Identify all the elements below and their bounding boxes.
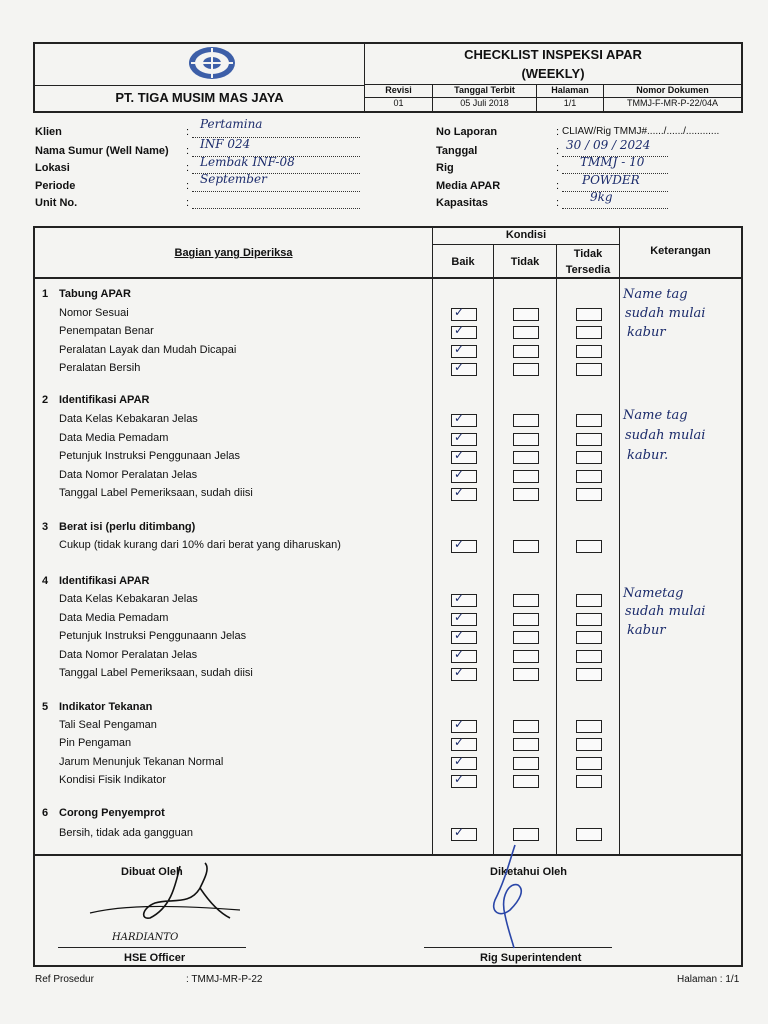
checkbox-tidak[interactable]	[513, 757, 539, 770]
note-line: Name tag	[623, 408, 688, 423]
checkbox-tidak-tersedia[interactable]	[576, 594, 602, 607]
check-item-label: Petunjuk Instruksi Penggunaann Jelas	[59, 630, 247, 642]
checkbox-tidak[interactable]	[513, 326, 539, 339]
col-header-tidak-tersedia-2: Tersedia	[565, 264, 611, 276]
checkbox-tidak-tersedia[interactable]	[576, 631, 602, 644]
check-mark-icon: ✓	[454, 430, 465, 444]
footer-page: Halaman : 1/1	[677, 974, 740, 985]
section-number: 5	[42, 701, 49, 713]
printed-no-laporan: CLIAW/Rig TMMJ#....../....../............	[562, 126, 720, 137]
checkbox-baik[interactable]	[451, 754, 477, 770]
col-header-baik: Baik	[451, 256, 475, 268]
check-mark-icon: ✓	[454, 735, 465, 749]
value-kapasitas: 9kg	[590, 190, 613, 204]
section-title: Identifikasi APAR	[59, 394, 150, 406]
checkbox-tidak[interactable]	[513, 720, 539, 733]
checkbox-baik[interactable]	[451, 647, 477, 663]
checkbox-tidak[interactable]	[513, 738, 539, 751]
checkbox-baik[interactable]	[451, 628, 477, 644]
label-tanggal: Tanggal	[436, 145, 478, 157]
checkbox-baik[interactable]	[451, 305, 477, 321]
check-mark-icon: ✓	[454, 448, 465, 462]
note-line: sudah mulai	[625, 604, 706, 619]
meta-value-halaman: 1/1	[563, 98, 577, 108]
footer-ref-label: Ref Prosedur	[35, 974, 94, 985]
check-item-label: Tanggal Label Pemeriksaan, sudah diisi	[59, 667, 253, 679]
note-line: kabur	[627, 325, 666, 340]
check-mark-icon: ✓	[454, 411, 465, 425]
check-item-label: Kondisi Fisik Indikator	[59, 774, 166, 786]
check-mark-icon: ✓	[454, 360, 465, 374]
label-klien: Klien	[35, 126, 62, 138]
check-mark-icon: ✓	[454, 665, 465, 679]
meta-value-revisi: 01	[393, 98, 404, 108]
check-mark-icon: ✓	[454, 591, 465, 605]
checkbox-baik[interactable]	[451, 430, 477, 446]
section-number: 3	[42, 521, 49, 533]
checkbox-tidak[interactable]	[513, 308, 539, 321]
value-periode: September	[200, 172, 267, 186]
label-unit-no: Unit No.	[35, 197, 78, 209]
checkbox-tidak[interactable]	[513, 433, 539, 446]
checkbox-baik[interactable]	[451, 360, 477, 376]
footer-ref-value: : TMMJ-MR-P-22	[186, 974, 263, 985]
form-title: CHECKLIST INSPEKSI APAR	[464, 47, 642, 62]
checkbox-baik[interactable]	[451, 411, 477, 427]
company-logo	[187, 45, 237, 81]
label-media-apar: Media APAR	[436, 180, 501, 192]
checkbox-tidak[interactable]	[513, 540, 539, 553]
checkbox-tidak-tersedia[interactable]	[576, 433, 602, 446]
check-item-label: Pin Pengaman	[59, 737, 132, 749]
meta-label-revisi: Revisi	[385, 85, 412, 95]
section-number: 4	[42, 575, 49, 587]
checkbox-tidak-tersedia[interactable]	[576, 326, 602, 339]
check-item-label: Data Kelas Kebakaran Jelas	[59, 413, 198, 425]
checkbox-tidak-tersedia[interactable]	[576, 540, 602, 553]
col-header-bagian: Bagian yang Diperiksa	[174, 247, 293, 259]
check-item-label: Data Kelas Kebakaran Jelas	[59, 593, 198, 605]
checkbox-tidak-tersedia[interactable]	[576, 308, 602, 321]
checkbox-tidak-tersedia[interactable]	[576, 414, 602, 427]
check-item-label: Tali Seal Pengaman	[59, 719, 157, 731]
check-item-label: Data Nomor Peralatan Jelas	[59, 469, 198, 481]
checkbox-tidak[interactable]	[513, 470, 539, 483]
section-number: 6	[42, 807, 49, 819]
section-title: Berat isi (perlu ditimbang)	[59, 521, 196, 533]
label-dibuat-oleh: Dibuat Oleh	[121, 866, 183, 878]
checkbox-tidak-tersedia[interactable]	[576, 757, 602, 770]
label-rig: Rig	[436, 162, 454, 174]
check-item-label: Bersih, tidak ada gangguan	[59, 827, 193, 839]
checkbox-tidak-tersedia[interactable]	[576, 363, 602, 376]
checkbox-baik[interactable]	[451, 735, 477, 751]
check-mark-icon: ✓	[454, 467, 465, 481]
check-mark-icon: ✓	[454, 342, 465, 356]
value-tanggal: 30 / 09 / 2024	[566, 138, 651, 152]
checkbox-tidak-tersedia[interactable]	[576, 488, 602, 501]
section-number: 2	[42, 394, 49, 406]
meta-label-halaman: Halaman	[551, 85, 589, 95]
check-item-label: Data Media Pemadam	[59, 432, 169, 444]
section-title: Tabung APAR	[59, 288, 131, 300]
checkbox-tidak[interactable]	[513, 650, 539, 663]
check-item-label: Cukup (tidak kurang dari 10% dari berat yang diharuskan)	[59, 539, 341, 551]
check-mark-icon: ✓	[454, 628, 465, 642]
form-subtitle: (WEEKLY)	[521, 66, 585, 81]
value-nama-sumur: INF 024	[200, 137, 251, 151]
label-periode: Periode	[35, 180, 76, 192]
label-no-laporan: No Laporan	[436, 126, 498, 138]
check-mark-icon: ✓	[454, 717, 465, 731]
checkbox-baik[interactable]	[451, 467, 477, 483]
checkbox-tidak-tersedia[interactable]	[576, 775, 602, 788]
checkbox-tidak-tersedia[interactable]	[576, 470, 602, 483]
section-title: Corong Penyemprot	[59, 807, 165, 819]
label-kapasitas: Kapasitas	[436, 197, 488, 209]
label-nama-sumur: Nama Sumur (Well Name)	[35, 145, 169, 157]
checkbox-tidak[interactable]	[513, 363, 539, 376]
section-title: Indikator Tekanan	[59, 701, 153, 713]
note-line: kabur	[627, 623, 666, 638]
col-header-tidak: Tidak	[510, 256, 540, 268]
check-mark-icon: ✓	[454, 754, 465, 768]
col-header-tidak-tersedia-1: Tidak	[573, 248, 603, 260]
check-item-label: Data Media Pemadam	[59, 612, 169, 624]
meta-value-nomor: TMMJ-F-MR-P-22/04A	[626, 98, 718, 108]
checkbox-baik[interactable]	[451, 448, 477, 464]
check-mark-icon: ✓	[454, 537, 465, 551]
value-lokasi: Lembak INF-08	[200, 155, 295, 169]
checkbox-baik[interactable]	[451, 591, 477, 607]
checkbox-tidak-tersedia[interactable]	[576, 613, 602, 626]
checkbox-tidak[interactable]	[513, 594, 539, 607]
checkbox-baik[interactable]	[451, 825, 477, 841]
checkbox-tidak[interactable]	[513, 613, 539, 626]
check-item-label: Petunjuk Instruksi Penggunaan Jelas	[59, 450, 241, 462]
label-diketahui-oleh: Diketahui Oleh	[490, 866, 568, 878]
check-mark-icon: ✓	[454, 825, 465, 839]
checkbox-tidak-tersedia[interactable]	[576, 345, 602, 358]
checkbox-baik[interactable]	[451, 772, 477, 788]
check-item-label: Jarum Menunjuk Tekanan Normal	[59, 756, 224, 768]
meta-label-nomor: Nomor Dokumen	[636, 85, 709, 95]
meta-label-tanggal: Tanggal Terbit	[454, 85, 515, 95]
check-mark-icon: ✓	[454, 772, 465, 786]
checkbox-baik[interactable]	[451, 342, 477, 358]
note-line: kabur.	[627, 448, 669, 463]
check-mark-icon: ✓	[454, 485, 465, 499]
note-line: Nametag	[623, 586, 684, 601]
checkbox-tidak[interactable]	[513, 414, 539, 427]
hse-officer-label: HSE Officer	[124, 952, 186, 964]
col-header-kondisi: Kondisi	[505, 229, 547, 241]
checkbox-tidak[interactable]	[513, 775, 539, 788]
checkbox-baik[interactable]	[451, 665, 477, 681]
hse-name: HARDIANTO	[112, 932, 179, 943]
check-item-label: Nomor Sesuai	[59, 307, 129, 319]
checkbox-tidak[interactable]	[513, 451, 539, 464]
checkbox-tidak[interactable]	[513, 345, 539, 358]
checkbox-baik[interactable]	[451, 610, 477, 626]
checkbox-tidak-tersedia[interactable]	[576, 828, 602, 841]
checkbox-baik[interactable]	[451, 485, 477, 501]
checkbox-baik[interactable]	[451, 323, 477, 339]
meta-value-tanggal: 05 Juli 2018	[460, 98, 509, 108]
note-line: sudah mulai	[625, 306, 706, 321]
checkbox-baik[interactable]	[451, 717, 477, 733]
checkbox-baik[interactable]	[451, 537, 477, 553]
checkbox-tidak[interactable]	[513, 488, 539, 501]
check-mark-icon: ✓	[454, 647, 465, 661]
check-mark-icon: ✓	[454, 323, 465, 337]
label-lokasi: Lokasi	[35, 162, 70, 174]
section-title: Identifikasi APAR	[59, 575, 150, 587]
check-mark-icon: ✓	[454, 610, 465, 624]
checkbox-tidak-tersedia[interactable]	[576, 720, 602, 733]
note-line: Name tag	[623, 287, 688, 302]
value-klien: Pertamina	[200, 117, 263, 131]
check-item-label: Tanggal Label Pemeriksaan, sudah diisi	[59, 487, 253, 499]
rig-signature	[480, 840, 540, 950]
col-header-keterangan: Keterangan	[650, 245, 711, 257]
value-media-apar: POWDER	[582, 173, 640, 187]
check-item-label: Data Nomor Peralatan Jelas	[59, 649, 198, 661]
checkbox-tidak-tersedia[interactable]	[576, 650, 602, 663]
section-number: 1	[42, 288, 49, 300]
rig-superintendent-label: Rig Superintendent	[480, 952, 582, 964]
checkbox-tidak[interactable]	[513, 668, 539, 681]
check-mark-icon: ✓	[454, 305, 465, 319]
hse-signature	[80, 858, 250, 938]
value-rig: TMMJ - 10	[580, 155, 645, 169]
checkbox-tidak-tersedia[interactable]	[576, 668, 602, 681]
checkbox-tidak-tersedia[interactable]	[576, 738, 602, 751]
checkbox-tidak[interactable]	[513, 631, 539, 644]
company-name: PT. TIGA MUSIM MAS JAYA	[115, 90, 284, 105]
checkbox-tidak-tersedia[interactable]	[576, 451, 602, 464]
check-item-label: Penempatan Benar	[59, 325, 154, 337]
check-item-label: Peralatan Layak dan Mudah Dicapai	[59, 344, 237, 356]
note-line: sudah mulai	[625, 428, 706, 443]
check-item-label: Peralatan Bersih	[59, 362, 141, 374]
